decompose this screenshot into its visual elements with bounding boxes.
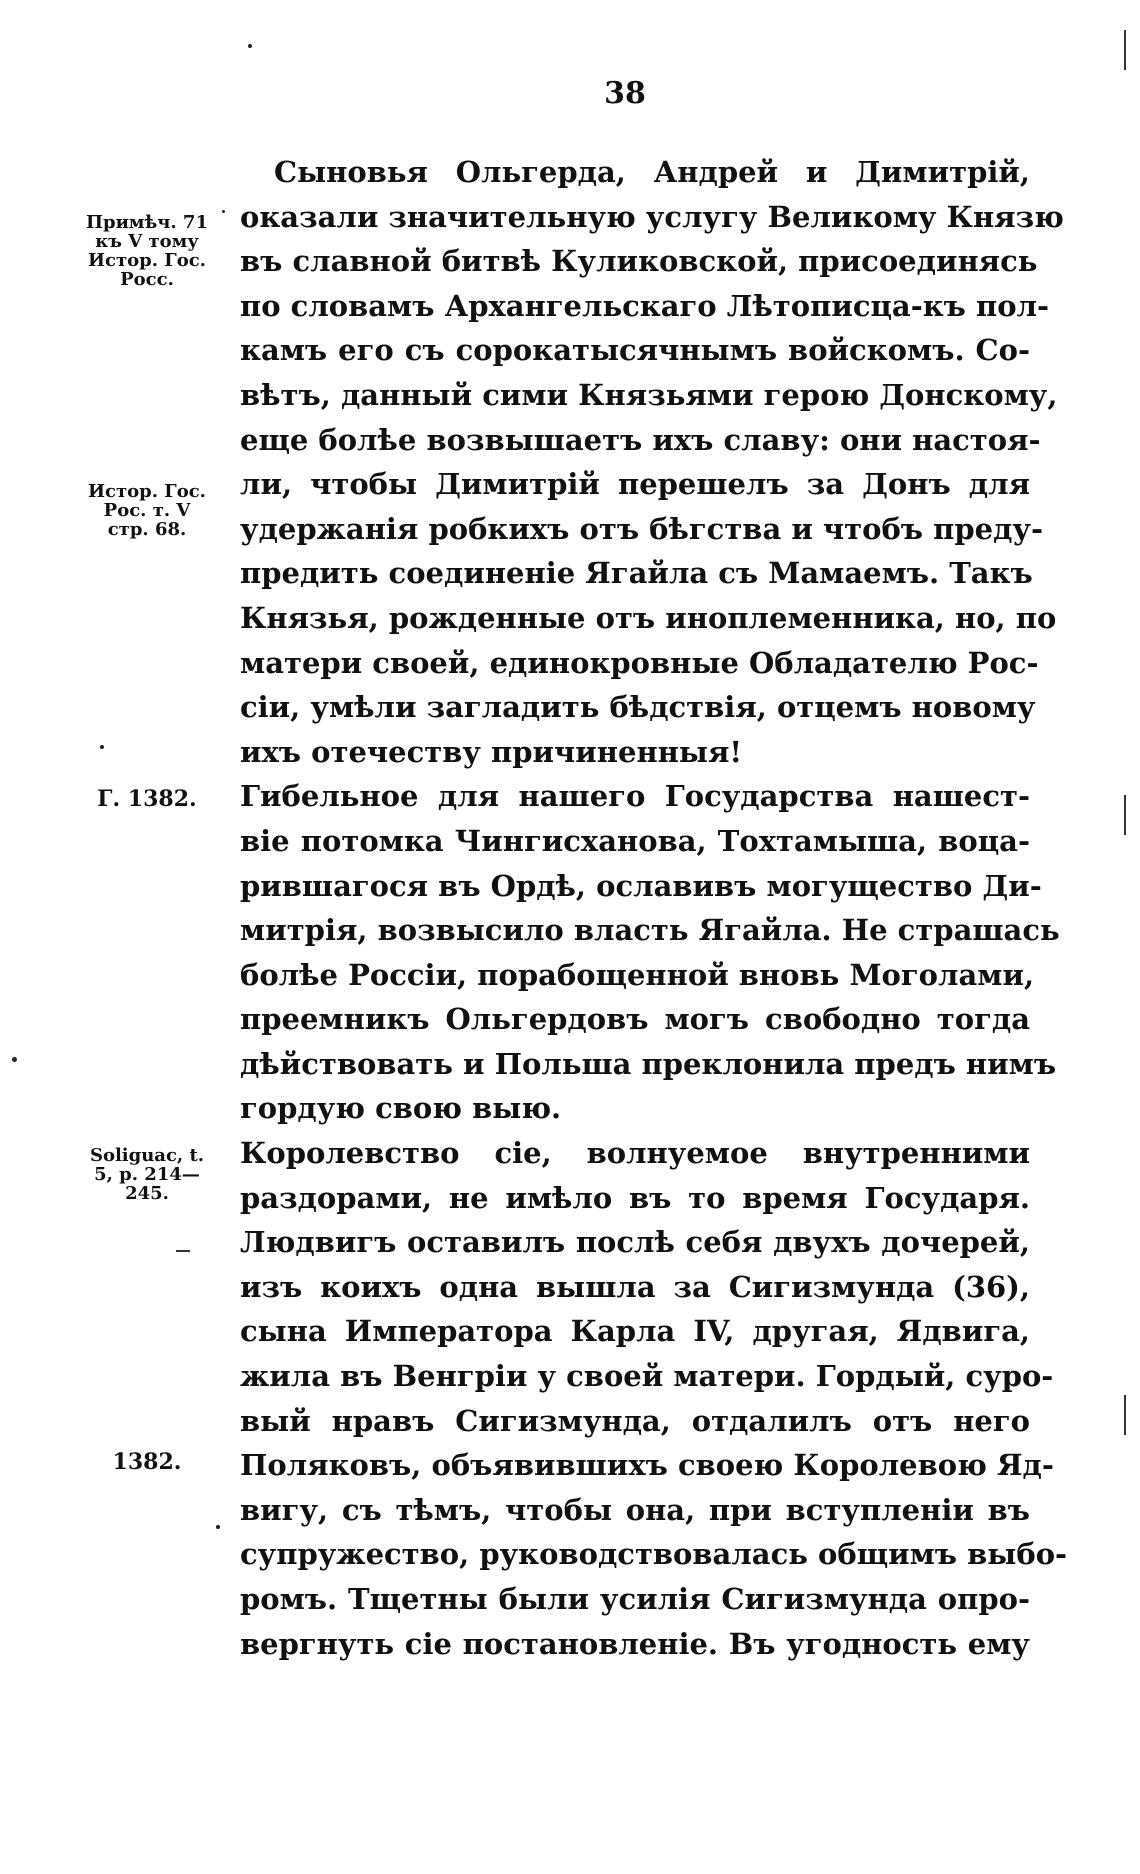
margin-note-line: 245. <box>125 1183 169 1204</box>
body-text <box>240 150 1068 1666</box>
text-line: гордую свою выю. <box>240 1091 562 1126</box>
text-line: оказали значительную услугу Великому Князю <box>240 199 1064 234</box>
text-line: митрія, возвысило власть Ягайла. Не страшась <box>240 913 1060 948</box>
text-line: въ славной битвѣ Куликовской, присоединясь <box>240 244 1038 279</box>
margin-rule <box>1124 30 1126 70</box>
text-line: преемникъ Ольгердовъ могъ свободно тогда <box>240 1002 1030 1037</box>
margin-note-line: стр. 68. <box>107 519 187 540</box>
margin-note-line: Истор. Гос. <box>88 481 206 502</box>
margin-note-line: Росс. <box>120 269 174 290</box>
text-line: изъ коихъ одна вышла за Сигизмунда (36), <box>240 1269 1030 1304</box>
margin-note-line: Soliguac, t. <box>89 1145 205 1166</box>
margin-rule <box>1124 1395 1126 1435</box>
margin-note-line: 5, p. 214— <box>94 1164 200 1185</box>
text-line: супружество, руководствовалась общимъ выбо- <box>240 1537 1068 1572</box>
margin-note-4 <box>72 1146 222 1203</box>
text-line: болѣе Россіи, порабощенной вновь Моголами, <box>240 957 1035 992</box>
text-line: вигу, съ тѣмъ, чтобы она, при вступленіи въ <box>240 1492 1030 1527</box>
text-line: ли, чтобы Димитрій перешелъ за Донъ для <box>240 467 1030 502</box>
margin-note-line: Примѣч. 71 <box>86 212 208 233</box>
text-line: жила въ Венгріи у своей матери. Гордый, суро- <box>240 1359 1054 1394</box>
text-line: сіи, умѣли загладить бѣдствія, отцемъ новому <box>240 690 1036 725</box>
margin-note-line: Рос. т. V <box>103 500 191 521</box>
text-line: ромъ. Тщетны были усилія Сигизмунда опро- <box>240 1582 1030 1616</box>
text-line: вергнуть сіе постановленіе. Въ угодность ему <box>240 1626 1030 1661</box>
margin-rule <box>176 1250 190 1252</box>
text-line: удержанія робкихъ отъ бѣгства и чтобъ преду- <box>240 511 1044 546</box>
scan-speck <box>216 1525 220 1529</box>
text-line: матери своей, единокровные Обладателю Рос- <box>240 645 1039 680</box>
margin-note-line: Г. 1382. <box>97 786 197 812</box>
margin-rule <box>1124 795 1126 835</box>
text-line: сына Императора Карла IV, другая, Ядвига, <box>240 1314 1030 1349</box>
text-line: ихъ отечеству причиненныя! <box>240 734 743 769</box>
text-line: еще болѣе возвышаетъ ихъ славу: они настоя- <box>240 422 1041 457</box>
text-line: камъ его съ сорокатысячнымъ войскомъ. Со- <box>240 333 1030 368</box>
text-line: рившагося въ Ордѣ, ославивъ могущество Ди- <box>240 868 1042 903</box>
margin-note-line: къ V тому <box>95 231 199 252</box>
text-line: вѣтъ, данный сими Князьями герою Донскому, <box>240 377 1058 412</box>
text-line: Людвигъ оставилъ послѣ себя двухъ дочерей, <box>240 1225 1030 1260</box>
text-line: дѣйствовать и Польша преклонила предъ нимъ <box>240 1046 1057 1081</box>
text-line: раздорами, не имѣло въ то время Государя. <box>240 1180 1030 1215</box>
scan-speck <box>222 210 225 213</box>
margin-note-3 <box>72 786 222 812</box>
text-line: вый нравъ Сигизмунда, отдалилъ отъ него <box>240 1403 1030 1438</box>
text-line: по словамъ Архангельскаго Лѣтописца-къ пол- <box>240 288 1050 323</box>
margin-note-2 <box>72 482 222 539</box>
text-line: Королевство сіе, волнуемое внутренними <box>240 1136 1030 1171</box>
text-line: Поляковъ, объявившихъ своею Королевою Яд- <box>240 1448 1054 1483</box>
scan-speck <box>248 44 252 48</box>
page-number: 38 <box>604 76 646 111</box>
text-line: предить соединеніе Ягайла съ Мамаемъ. Такъ <box>240 556 1033 591</box>
margin-note-line: Истор. Гос. <box>88 250 206 271</box>
margin-note-line: 1382. <box>112 1449 182 1475</box>
text-line: Сыновья Ольгерда, Андрей и Димитрій, <box>274 155 1030 189</box>
scan-speck <box>12 1057 17 1062</box>
text-line: віе потомка Чингисханова, Тохтамыша, воца- <box>240 823 1030 858</box>
margin-note-5 <box>72 1449 222 1475</box>
margin-note-1 <box>72 213 222 289</box>
text-line: Князья, рожденные отъ иноплеменника, но, по <box>240 600 1057 635</box>
text-line: Гибельное для нашего Государства нашест- <box>240 779 1030 814</box>
scan-speck <box>100 745 104 749</box>
